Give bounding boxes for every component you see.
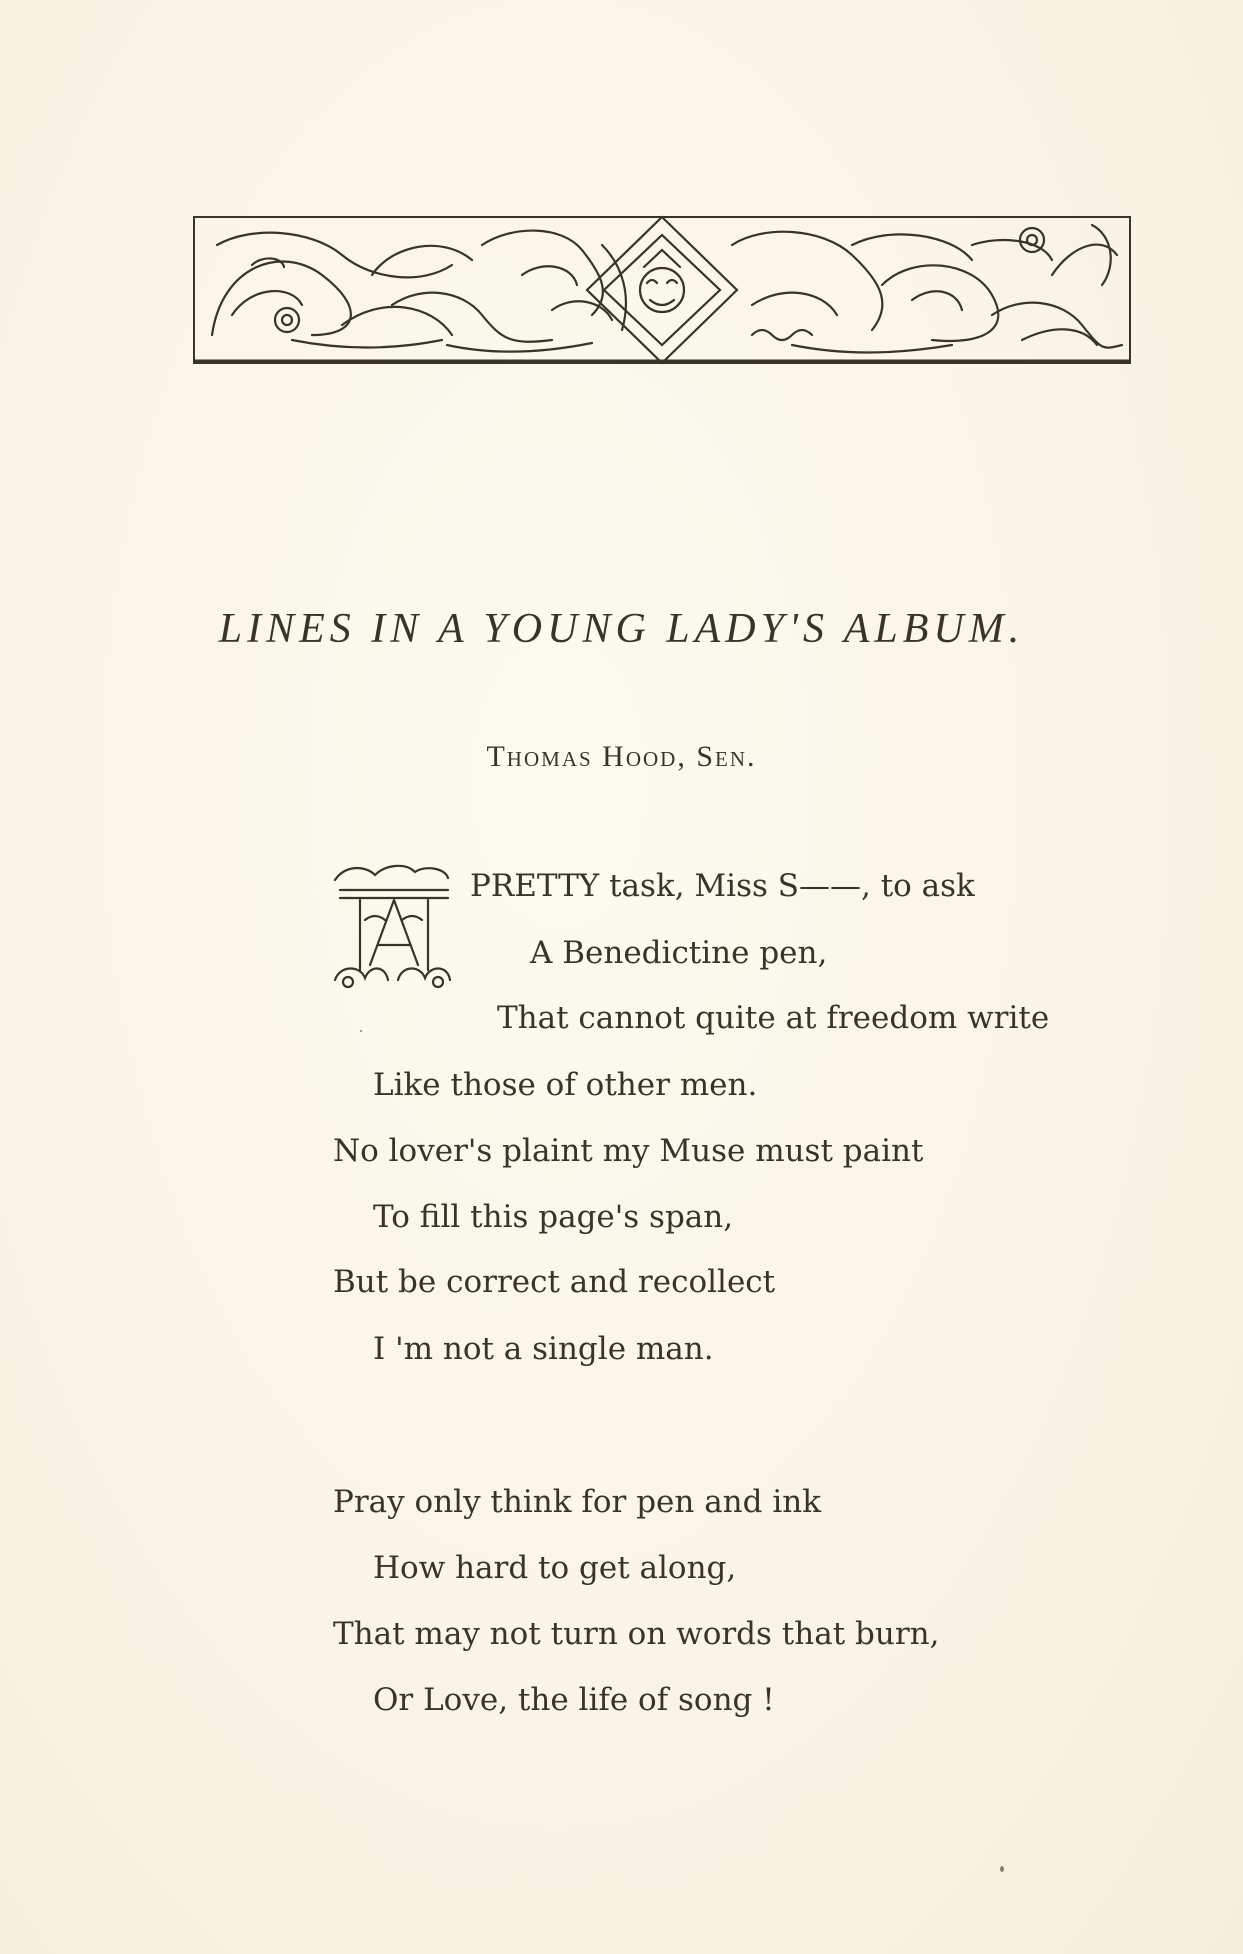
poem-author: Thomas Hood, Sen. [486,740,757,773]
poem-line: Or Love, the life of song ! [373,1682,775,1718]
poem-line: But be correct and recollect [333,1264,776,1300]
paper-speck [1000,1866,1004,1872]
poem-line: Like those of other men. [373,1067,758,1103]
poem-title: LINES IN A YOUNG LADY'S ALBUM. [218,606,1025,652]
poem-line: No lover's plaint my Muse must paint [333,1133,924,1169]
poem-line: How hard to get along, [373,1550,737,1586]
headpiece-ornament-icon [192,205,1132,365]
ornamental-initial-icon [330,860,455,990]
poem-line: Pray only think for pen and ink [333,1484,822,1520]
poem-line: That may not turn on words that burn, [333,1616,940,1652]
poem-line: A Benedictine pen, [530,935,828,971]
poem-line: To fill this page's span, [373,1199,734,1235]
poem-line: I 'm not a single man. [373,1331,714,1367]
paper-speck [360,1030,362,1032]
poem-line: That cannot quite at freedom write [497,1000,1050,1036]
poem-line: PRETTY task, Miss S——, to ask [470,868,975,904]
